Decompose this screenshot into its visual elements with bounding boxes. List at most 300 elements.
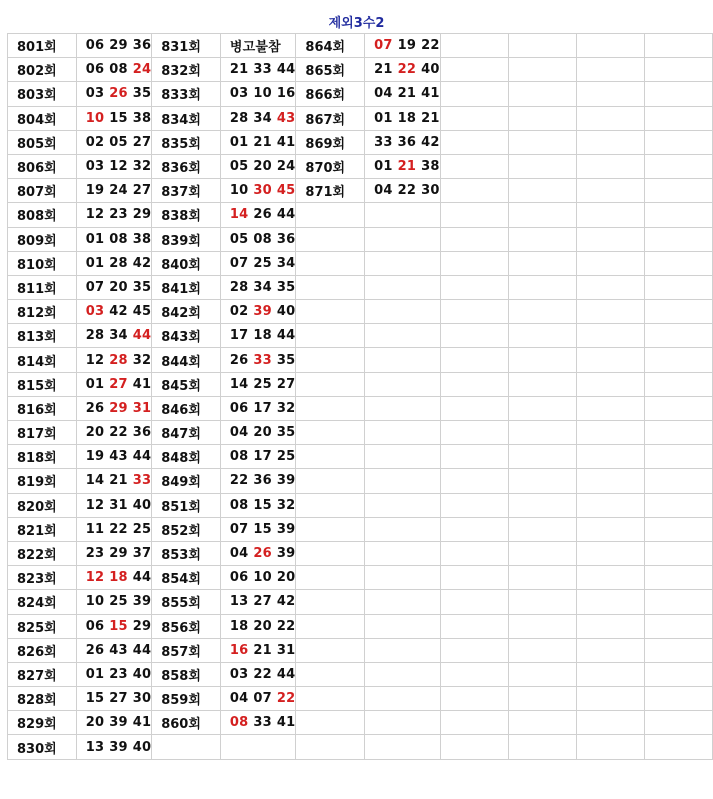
round-cell: 835회 — [152, 130, 221, 154]
empty-cell — [644, 711, 712, 735]
round-cell — [296, 275, 365, 299]
number-value: 21 — [397, 159, 417, 175]
empty-cell — [508, 82, 576, 106]
number-value: 39 — [276, 546, 296, 562]
numbers-cell — [365, 590, 441, 614]
number-value: 08 — [229, 715, 249, 731]
number-value: 14 — [85, 473, 105, 489]
number-value: 15 — [253, 497, 272, 513]
empty-cell — [644, 106, 712, 130]
number-value: 01 — [85, 666, 105, 682]
number-value: 43 — [109, 642, 128, 658]
empty-cell — [644, 421, 712, 445]
number-value: 34 — [253, 110, 272, 126]
numbers-cell — [365, 687, 441, 711]
empty-cell — [644, 34, 712, 58]
number-value: 14 — [229, 376, 249, 392]
empty-cell — [576, 58, 644, 82]
numbers-cell — [220, 421, 296, 445]
round-cell: 828회 — [8, 687, 77, 711]
results-table — [7, 33, 713, 760]
number-value: 43 — [276, 110, 296, 126]
empty-cell — [576, 324, 644, 348]
round-cell: 829회 — [8, 711, 77, 735]
round-cell — [296, 227, 365, 251]
number-value: 44 — [276, 62, 296, 78]
number-value: 44 — [132, 449, 152, 465]
round-cell — [296, 687, 365, 711]
table-row — [8, 638, 713, 662]
number-value: 41 — [132, 715, 152, 731]
number-value: 29 — [109, 38, 128, 54]
round-cell: 853회 — [152, 541, 221, 565]
number-value: 19 — [85, 183, 105, 199]
numbers-cell — [76, 203, 152, 227]
empty-cell — [576, 179, 644, 203]
empty-cell — [644, 469, 712, 493]
number-value: 07 — [229, 255, 249, 271]
numbers-cell — [365, 396, 441, 420]
number-value: 10 — [253, 86, 272, 102]
number-value: 41 — [421, 86, 440, 102]
round-cell: 843회 — [152, 324, 221, 348]
empty-cell — [644, 82, 712, 106]
empty-cell — [440, 493, 508, 517]
number-value: 41 — [132, 376, 152, 392]
number-value: 18 — [109, 570, 128, 586]
empty-cell — [508, 58, 576, 82]
number-value: 20 — [109, 279, 128, 295]
number-value: 27 — [109, 376, 128, 392]
empty-cell — [644, 687, 712, 711]
numbers-cell — [76, 469, 152, 493]
number-value: 08 — [253, 231, 272, 247]
numbers-cell — [220, 227, 296, 251]
numbers-cell — [365, 130, 441, 154]
number-value: 23 — [109, 207, 128, 223]
number-value: 01 — [85, 376, 105, 392]
number-value: 05 — [229, 231, 249, 247]
number-value: 15 — [253, 521, 272, 537]
empty-cell — [508, 324, 576, 348]
empty-cell — [644, 735, 712, 759]
round-cell: 840회 — [152, 251, 221, 275]
round-cell: 855회 — [152, 590, 221, 614]
numbers-cell — [220, 106, 296, 130]
empty-cell — [576, 82, 644, 106]
numbers-cell — [220, 396, 296, 420]
number-value: 36 — [397, 134, 417, 150]
number-value: 15 — [85, 691, 105, 707]
number-value: 44 — [132, 570, 152, 586]
numbers-cell — [365, 154, 441, 178]
number-value: 06 — [229, 400, 249, 416]
empty-cell — [508, 275, 576, 299]
round-cell: 851회 — [152, 493, 221, 517]
table-row — [8, 130, 713, 154]
empty-cell — [508, 517, 576, 541]
empty-cell — [440, 517, 508, 541]
number-value: 33 — [132, 473, 152, 489]
number-value: 36 — [253, 473, 272, 489]
empty-cell — [576, 614, 644, 638]
number-value: 26 — [85, 400, 105, 416]
round-cell — [296, 541, 365, 565]
numbers-cell — [365, 541, 441, 565]
empty-cell — [508, 106, 576, 130]
round-cell — [296, 469, 365, 493]
number-value: 38 — [421, 159, 440, 175]
number-value: 19 — [85, 449, 105, 465]
number-value: 10 — [253, 570, 272, 586]
round-cell: 857회 — [152, 638, 221, 662]
numbers-cell — [220, 275, 296, 299]
empty-cell — [576, 566, 644, 590]
number-value: 01 — [85, 231, 105, 247]
number-value: 35 — [132, 86, 152, 102]
table-row — [8, 469, 713, 493]
number-value: 16 — [229, 642, 249, 658]
number-value: 08 — [109, 231, 128, 247]
round-cell — [296, 614, 365, 638]
number-value: 33 — [253, 62, 272, 78]
table-row — [8, 590, 713, 614]
numbers-cell — [365, 493, 441, 517]
numbers-cell — [365, 324, 441, 348]
table-row — [8, 541, 713, 565]
round-cell: 819회 — [8, 469, 77, 493]
round-cell: 867회 — [296, 106, 365, 130]
number-value: 25 — [132, 521, 152, 537]
number-value: 07 — [374, 38, 393, 54]
number-value: 42 — [276, 594, 296, 610]
number-value: 12 — [85, 207, 105, 223]
number-value: 25 — [109, 594, 128, 610]
numbers-cell — [76, 106, 152, 130]
empty-cell — [440, 179, 508, 203]
numbers-cell — [76, 662, 152, 686]
round-cell: 826회 — [8, 638, 77, 662]
numbers-cell — [220, 372, 296, 396]
empty-cell — [576, 638, 644, 662]
number-value: 45 — [132, 304, 152, 320]
empty-cell — [644, 154, 712, 178]
numbers-cell — [220, 662, 296, 686]
empty-cell — [440, 34, 508, 58]
empty-cell — [440, 227, 508, 251]
number-value: 29 — [109, 400, 128, 416]
empty-cell — [508, 154, 576, 178]
round-cell: 814회 — [8, 348, 77, 372]
number-value: 10 — [229, 183, 249, 199]
number-value: 08 — [229, 449, 249, 465]
numbers-cell — [220, 711, 296, 735]
numbers-cell — [365, 300, 441, 324]
empty-cell — [576, 711, 644, 735]
empty-cell — [576, 445, 644, 469]
round-cell: 818회 — [8, 445, 77, 469]
number-value: 32 — [132, 352, 152, 368]
numbers-cell — [220, 566, 296, 590]
round-cell: 869회 — [296, 130, 365, 154]
number-value: 18 — [397, 110, 417, 126]
number-value: 44 — [276, 328, 296, 344]
empty-cell — [508, 372, 576, 396]
numbers-cell — [365, 348, 441, 372]
empty-cell — [576, 372, 644, 396]
round-cell — [296, 638, 365, 662]
number-value: 25 — [253, 376, 272, 392]
empty-cell — [644, 614, 712, 638]
empty-cell — [644, 590, 712, 614]
number-value: 20 — [253, 425, 272, 441]
empty-cell — [644, 348, 712, 372]
number-value: 25 — [253, 255, 272, 271]
number-value: 23 — [85, 546, 105, 562]
number-value: 43 — [109, 449, 128, 465]
number-value: 32 — [132, 159, 152, 175]
empty-cell — [440, 735, 508, 759]
table-row — [8, 58, 713, 82]
number-value: 21 — [109, 473, 128, 489]
number-value: 03 — [229, 666, 249, 682]
empty-cell — [440, 469, 508, 493]
round-cell: 809회 — [8, 227, 77, 251]
empty-cell — [508, 638, 576, 662]
number-value: 13 — [229, 594, 249, 610]
empty-cell — [508, 203, 576, 227]
number-value: 10 — [85, 594, 105, 610]
number-value: 36 — [276, 231, 296, 247]
round-cell — [296, 445, 365, 469]
numbers-cell — [220, 348, 296, 372]
number-value: 26 — [229, 352, 249, 368]
empty-cell — [644, 179, 712, 203]
numbers-cell — [76, 638, 152, 662]
round-cell: 849회 — [152, 469, 221, 493]
empty-cell — [440, 711, 508, 735]
numbers-cell — [76, 590, 152, 614]
empty-cell — [644, 445, 712, 469]
numbers-cell — [220, 735, 296, 759]
empty-cell — [440, 58, 508, 82]
number-value: 22 — [276, 618, 296, 634]
empty-cell — [508, 590, 576, 614]
empty-cell — [508, 493, 576, 517]
number-value: 33 — [374, 134, 393, 150]
table-row — [8, 566, 713, 590]
number-value: 38 — [132, 231, 152, 247]
number-value: 25 — [276, 449, 296, 465]
table-row — [8, 614, 713, 638]
round-cell: 832회 — [152, 58, 221, 82]
number-value: 28 — [229, 279, 249, 295]
numbers-cell — [76, 275, 152, 299]
number-value: 12 — [85, 570, 105, 586]
round-cell — [296, 517, 365, 541]
numbers-cell — [220, 517, 296, 541]
numbers-cell — [76, 517, 152, 541]
number-value: 34 — [253, 279, 272, 295]
round-cell: 866회 — [296, 82, 365, 106]
round-cell — [296, 396, 365, 420]
number-value: 42 — [109, 304, 128, 320]
number-value: 08 — [229, 497, 249, 513]
numbers-cell — [365, 445, 441, 469]
number-value: 02 — [229, 304, 249, 320]
numbers-cell — [220, 324, 296, 348]
empty-cell — [508, 735, 576, 759]
empty-cell — [440, 348, 508, 372]
number-value: 27 — [132, 183, 152, 199]
round-cell — [296, 203, 365, 227]
empty-cell — [644, 227, 712, 251]
round-cell: 821회 — [8, 517, 77, 541]
round-cell: 827회 — [8, 662, 77, 686]
number-value: 16 — [276, 86, 296, 102]
round-cell: 802회 — [8, 58, 77, 82]
number-value: 44 — [276, 207, 296, 223]
empty-cell — [440, 566, 508, 590]
empty-cell — [440, 203, 508, 227]
numbers-cell — [76, 421, 152, 445]
empty-cell — [576, 154, 644, 178]
empty-cell — [576, 493, 644, 517]
round-cell — [296, 324, 365, 348]
number-value: 39 — [253, 304, 272, 320]
empty-cell — [508, 396, 576, 420]
number-value: 06 — [229, 570, 249, 586]
number-value: 22 — [109, 425, 128, 441]
empty-cell — [576, 34, 644, 58]
numbers-cell — [220, 469, 296, 493]
number-value: 20 — [276, 570, 296, 586]
round-cell: 815회 — [8, 372, 77, 396]
numbers-cell — [365, 82, 441, 106]
round-cell — [152, 735, 221, 759]
numbers-cell — [365, 58, 441, 82]
round-cell: 859회 — [152, 687, 221, 711]
empty-cell — [508, 300, 576, 324]
numbers-cell — [365, 517, 441, 541]
empty-cell — [508, 251, 576, 275]
number-value: 20 — [85, 715, 105, 731]
numbers-cell — [220, 82, 296, 106]
number-value: 18 — [229, 618, 249, 634]
empty-cell — [644, 58, 712, 82]
round-cell: 837회 — [152, 179, 221, 203]
empty-cell — [440, 300, 508, 324]
number-value: 19 — [397, 38, 417, 54]
numbers-cell: 병고불참 — [220, 34, 296, 58]
table-row — [8, 493, 713, 517]
numbers-cell — [76, 227, 152, 251]
empty-cell — [440, 421, 508, 445]
round-cell: 810회 — [8, 251, 77, 275]
numbers-cell — [76, 687, 152, 711]
table-row — [8, 34, 713, 58]
number-value: 06 — [85, 618, 105, 634]
number-value: 36 — [132, 38, 152, 54]
empty-cell — [440, 638, 508, 662]
round-cell: 811회 — [8, 275, 77, 299]
round-cell: 846회 — [152, 396, 221, 420]
empty-cell — [508, 687, 576, 711]
number-value: 36 — [132, 425, 152, 441]
round-cell: 822회 — [8, 541, 77, 565]
number-value: 40 — [132, 497, 152, 513]
empty-cell — [440, 251, 508, 275]
round-cell: 834회 — [152, 106, 221, 130]
numbers-cell — [365, 251, 441, 275]
number-value: 20 — [85, 425, 105, 441]
number-value: 21 — [374, 62, 393, 78]
page-title: 제외3수2 — [328, 16, 385, 31]
round-cell — [296, 735, 365, 759]
numbers-cell — [76, 348, 152, 372]
numbers-cell — [365, 227, 441, 251]
number-value: 26 — [109, 86, 128, 102]
numbers-cell — [220, 154, 296, 178]
round-cell: 833회 — [152, 82, 221, 106]
number-value: 35 — [276, 352, 296, 368]
empty-cell — [644, 396, 712, 420]
number-value: 01 — [374, 159, 393, 175]
empty-cell — [644, 493, 712, 517]
numbers-cell — [365, 34, 441, 58]
number-value: 39 — [276, 521, 296, 537]
numbers-cell — [365, 275, 441, 299]
round-cell: 807회 — [8, 179, 77, 203]
number-value: 35 — [132, 279, 152, 295]
number-value: 22 — [276, 691, 296, 707]
number-value: 12 — [109, 159, 128, 175]
number-value: 04 — [229, 546, 249, 562]
empty-cell — [440, 324, 508, 348]
number-value: 44 — [132, 642, 152, 658]
numbers-cell — [220, 541, 296, 565]
round-cell — [296, 711, 365, 735]
number-value: 31 — [132, 400, 152, 416]
empty-cell — [576, 517, 644, 541]
number-value: 26 — [253, 546, 272, 562]
number-value: 22 — [397, 183, 417, 199]
empty-cell — [508, 34, 576, 58]
round-cell — [296, 493, 365, 517]
table-row — [8, 421, 713, 445]
number-value: 35 — [276, 425, 296, 441]
round-cell: 842회 — [152, 300, 221, 324]
round-cell: 858회 — [152, 662, 221, 686]
empty-cell — [644, 203, 712, 227]
numbers-cell — [365, 662, 441, 686]
number-value: 04 — [374, 183, 393, 199]
round-cell: 844회 — [152, 348, 221, 372]
table-row — [8, 154, 713, 178]
round-cell: 806회 — [8, 154, 77, 178]
empty-cell — [508, 421, 576, 445]
empty-cell — [508, 614, 576, 638]
round-cell: 830회 — [8, 735, 77, 759]
numbers-cell — [76, 179, 152, 203]
number-value: 38 — [132, 110, 152, 126]
number-value: 04 — [229, 425, 249, 441]
round-cell: 852회 — [152, 517, 221, 541]
round-cell: 864회 — [296, 34, 365, 58]
empty-cell — [508, 711, 576, 735]
number-value: 33 — [253, 715, 272, 731]
round-cell: 812회 — [8, 300, 77, 324]
